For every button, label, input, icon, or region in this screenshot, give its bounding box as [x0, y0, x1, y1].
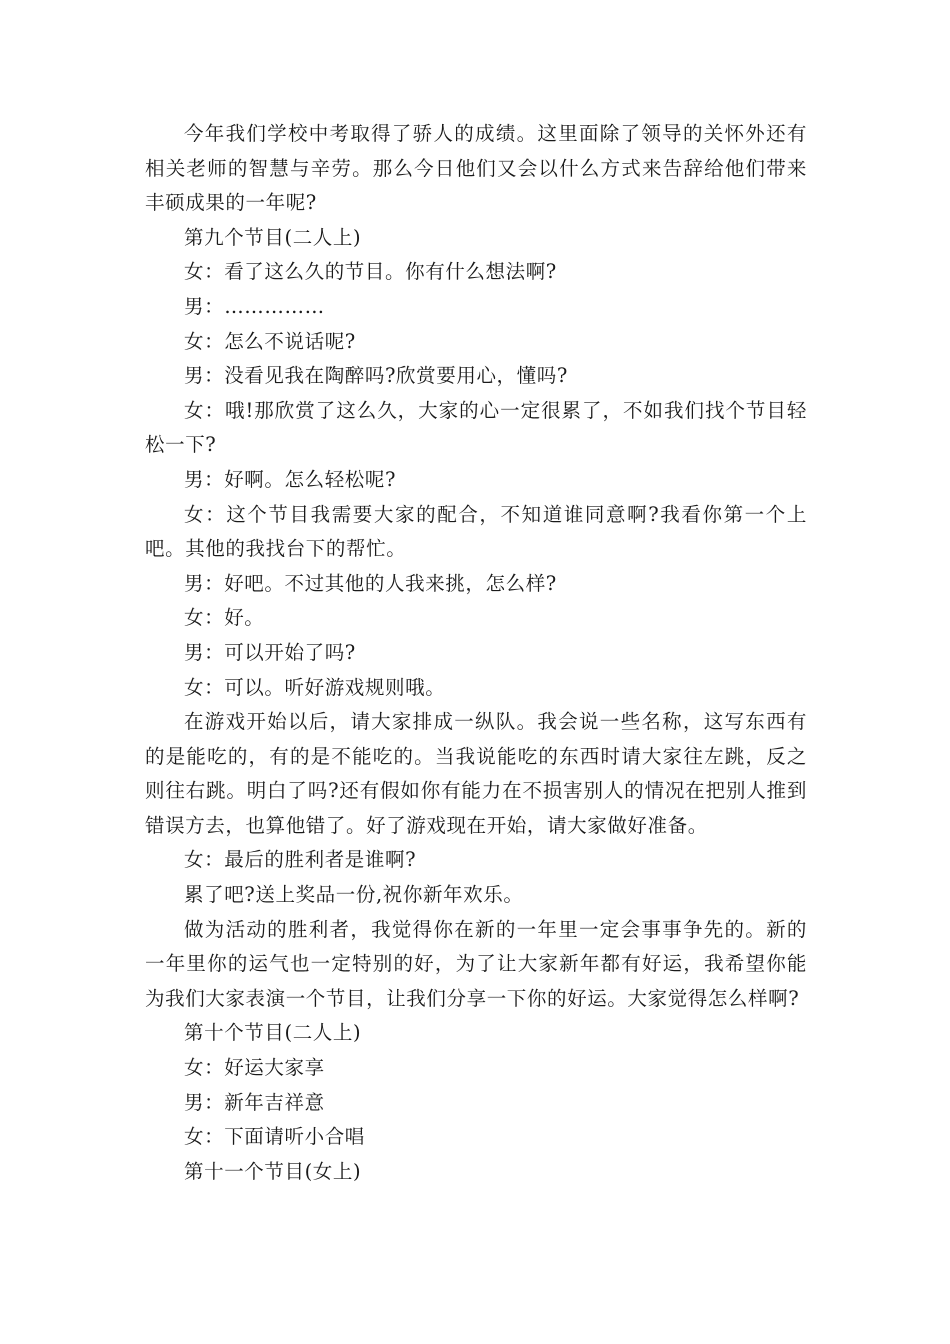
dialogue-line: 男：可以开始了吗? [184, 640, 356, 664]
dialogue-line: 女：好。 [184, 606, 265, 630]
dialogue-line: 男：好吧。不过其他的人我来挑，怎么样? [184, 571, 557, 595]
dialogue-line: 男：新年吉祥意 [184, 1090, 325, 1114]
paragraph-program-9-heading: 第九个节目(二人上) [184, 225, 362, 249]
dialogue-line: 女：可以。听好游戏规则哦。 [184, 675, 446, 699]
paragraph-game-rules: 在游戏开始以后，请大家排成一纵队。我会说一些名称，这写东西有的是能吃的，有的是不能吃的。当我说能吃的东西时请大家往左跳，反之则往右跳。明白了吗?还有假如你有能力在不损害别人的情况在把别人推到错误方去，也算他错了。好了游戏现在开始，请大家做好准备。 [145, 710, 807, 837]
dialogue-line: 女：下面请听小合唱 [184, 1125, 365, 1149]
document-body [145, 117, 807, 1189]
paragraph-winner-performance: 做为活动的胜利者，我觉得你在新的一年里一定会事事争先的。新的一年里你的运气也一定特别的好，为了让大家新年都有好运，我希望你能为我们大家表演一个节目，让我们分享一下你的好运。大家觉得怎么样啊? [145, 917, 807, 1010]
dialogue-line: 男：…………… [184, 294, 325, 318]
paragraph-program-10-heading: 第十个节目(二人上) [184, 1021, 362, 1045]
dialogue-line: 女：怎么不说话呢? [184, 329, 356, 353]
dialogue-line: 女：这个节目我需要大家的配合，不知道谁同意啊?我看你第一个上吧。其他的我找台下的帮忙。 [145, 502, 807, 561]
paragraph-program-11-heading: 第十一个节目(女上) [184, 1159, 362, 1183]
dialogue-line: 男：没看见我在陶醉吗?欣赏要用心，懂吗? [184, 364, 568, 388]
paragraph-school-exam-results: 今年我们学校中考取得了骄人的成绩。这里面除了领导的关怀外还有相关老师的智慧与辛劳。那么今日他们又会以什么方式来告辞给他们带来丰硕成果的一年呢? [145, 122, 807, 215]
dialogue-line: 女：哦!那欣赏了这么久，大家的心一定很累了，不如我们找个节目轻松一下? [145, 398, 807, 457]
dialogue-line: 女：看了这么久的节目。你有什么想法啊? [184, 260, 557, 284]
dialogue-line: 男：好啊。怎么轻松呢? [184, 467, 397, 491]
dialogue-line: 女：最后的胜利者是谁啊? [184, 848, 417, 872]
paragraph-prize: 累了吧?送上奖品一份,祝你新年欢乐。 [184, 883, 524, 907]
dialogue-line: 女：好运大家享 [184, 1056, 325, 1080]
